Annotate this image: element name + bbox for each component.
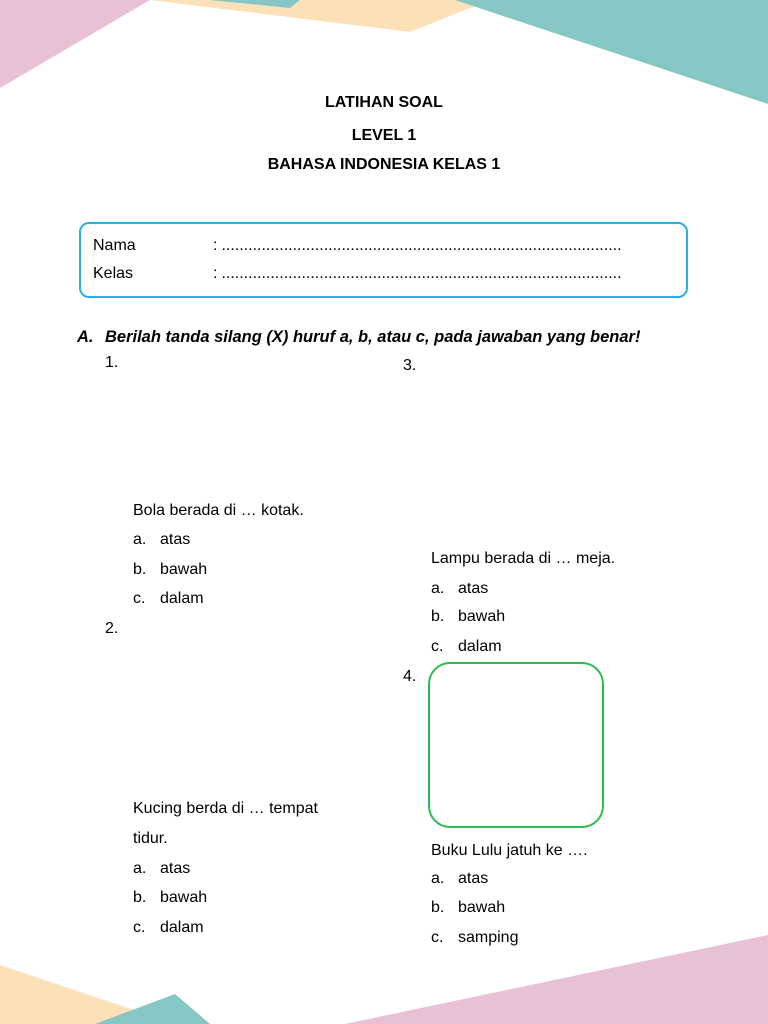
question-4-text: Buku Lulu jatuh ke …. bbox=[431, 842, 588, 859]
teal-top-right-shape bbox=[455, 0, 768, 104]
question-1-number: 1. bbox=[105, 354, 119, 371]
question-1-option-c[interactable]: c. dalam bbox=[133, 590, 204, 607]
pink-bottom-right-shape bbox=[345, 935, 768, 1024]
section-letter: A. bbox=[77, 328, 94, 346]
question-4-number: 4. bbox=[403, 668, 417, 685]
question-2-text-line1: Kucing berda di … tempat bbox=[133, 800, 318, 817]
level-heading: LEVEL 1 bbox=[351, 127, 417, 144]
question-2-text-line2: tidur. bbox=[133, 830, 168, 847]
peach-top-shape bbox=[150, 0, 490, 32]
kelas-row bbox=[93, 265, 622, 283]
pink-top-left-shape bbox=[0, 0, 150, 88]
worksheet-title: LATIHAN SOAL bbox=[325, 94, 443, 111]
question-4-option-c[interactable]: c. samping bbox=[431, 929, 519, 946]
question-2-option-c[interactable]: c. dalam bbox=[133, 919, 204, 936]
question-4-picture-frame bbox=[428, 662, 604, 828]
nama-separator: : bbox=[213, 237, 218, 254]
section-instruction bbox=[77, 328, 640, 347]
question-3-text: Lampu berada di … meja. bbox=[431, 550, 616, 567]
student-info-box bbox=[79, 222, 688, 298]
question-4-option-b[interactable]: b. bawah bbox=[431, 899, 506, 916]
question-3-option-b[interactable]: b. bawah bbox=[431, 608, 506, 625]
kelas-label: Kelas bbox=[93, 265, 134, 282]
nama-row bbox=[93, 237, 622, 255]
nama-label: Nama bbox=[93, 237, 136, 254]
kelas-field[interactable]: .......................................................................................... bbox=[221, 265, 622, 282]
question-4-option-a[interactable]: a. atas bbox=[431, 870, 489, 887]
question-2-number: 2. bbox=[105, 620, 119, 637]
kelas-separator: : bbox=[213, 265, 218, 282]
question-1-option-b[interactable]: b. bawah bbox=[133, 561, 208, 578]
question-2-option-a[interactable]: a. atas bbox=[133, 860, 191, 877]
question-2-option-b[interactable]: b. bawah bbox=[133, 889, 208, 906]
subject-heading: BAHASA INDONESIA KELAS 1 bbox=[267, 156, 501, 173]
question-3-number: 3. bbox=[403, 357, 417, 374]
question-3-option-a[interactable]: a. atas bbox=[431, 580, 489, 597]
question-3-option-c[interactable]: c. dalam bbox=[431, 638, 502, 655]
question-1-option-a[interactable]: a. atas bbox=[133, 531, 191, 548]
question-1-text: Bola berada di … kotak. bbox=[133, 502, 304, 519]
instruction-text: Berilah tanda silang (X) huruf a, b, atau c, pada jawaban yang benar! bbox=[105, 328, 641, 346]
nama-field[interactable]: .......................................................................................... bbox=[221, 237, 622, 254]
